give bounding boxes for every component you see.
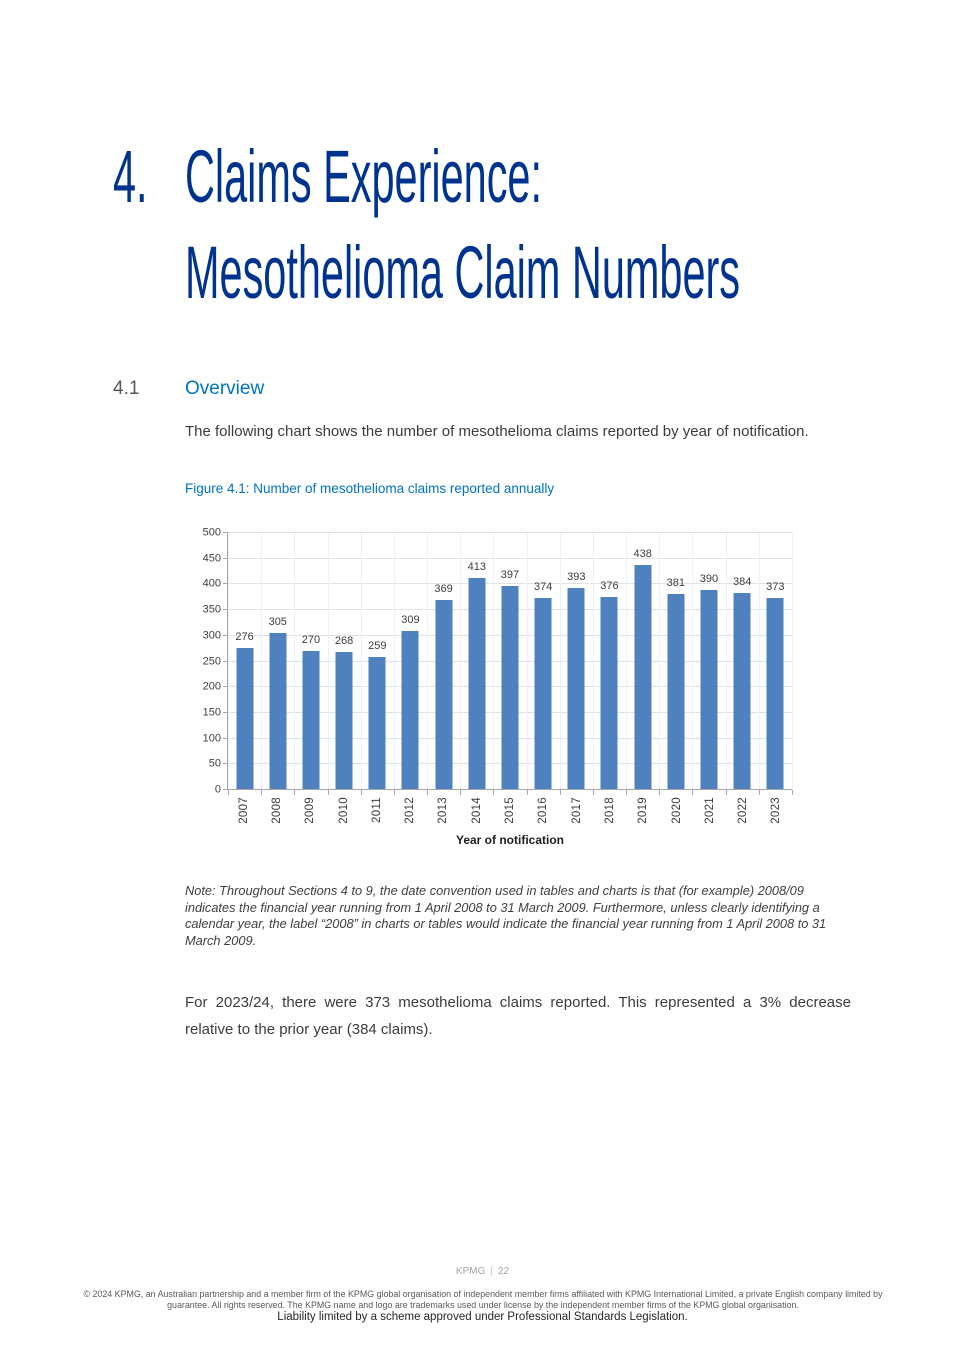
bar-cell	[759, 533, 792, 790]
x-label-cell	[360, 797, 393, 824]
y-tick-label: 200	[202, 680, 221, 693]
x-tick-label: 2018	[603, 797, 616, 824]
x-tick-mark	[261, 790, 262, 795]
x-tick-label: 2009	[304, 797, 317, 824]
bar-cell	[692, 533, 725, 790]
intro-paragraph: The following chart shows the number of mesothelioma claims reported by year of notification.	[185, 423, 809, 440]
bar-value-label: 309	[401, 614, 420, 627]
x-label-cell	[227, 797, 260, 824]
bar-value-label: 376	[600, 579, 619, 592]
x-tick-label: 2022	[737, 797, 750, 824]
chapter-title-line2: Mesothelioma Claim Numbers	[185, 231, 741, 314]
bar-value-label: 268	[334, 635, 354, 648]
x-tick-mark	[792, 790, 793, 795]
x-tick-mark	[692, 790, 693, 795]
gridline	[228, 789, 792, 790]
x-tick-label: 2016	[537, 797, 550, 824]
chart-y-axis	[200, 526, 221, 796]
x-tick-mark	[427, 790, 428, 795]
bar-cell	[527, 533, 560, 790]
x-tick-label: 2013	[437, 797, 450, 824]
x-tick-label: 2008	[270, 797, 283, 824]
x-tick-mark	[560, 790, 561, 795]
x-label-cell	[460, 797, 493, 824]
x-tick-mark	[759, 790, 760, 795]
y-tick-label: 400	[202, 577, 221, 590]
x-tick-label: 2015	[504, 797, 517, 824]
chapter-heading	[113, 135, 175, 218]
x-label-cell	[427, 797, 460, 824]
x-tick-label: 2017	[570, 797, 583, 824]
bar-cell	[726, 533, 759, 790]
x-label-cell	[327, 797, 360, 824]
bar	[634, 565, 651, 790]
y-tick-label: 250	[202, 655, 221, 667]
bar	[269, 633, 286, 790]
y-tick-label: 350	[202, 603, 221, 616]
bar	[336, 652, 353, 790]
bar-value-label: 374	[533, 580, 553, 593]
section-title: Overview	[185, 378, 265, 399]
bar-value-label: 373	[766, 581, 785, 594]
figure-caption: Figure 4.1: Number of mesothelioma claims reported annually	[185, 481, 555, 496]
bar	[501, 586, 518, 790]
footer-page-line	[0, 1266, 965, 1277]
bar-cell	[261, 533, 294, 790]
chapter-title-line2-wrap	[185, 231, 965, 314]
bar-value-label: 259	[368, 639, 387, 652]
footer-separator: |	[490, 1266, 493, 1277]
x-label-cell	[726, 797, 759, 824]
bar-value-label: 276	[235, 631, 254, 644]
bar-cell	[294, 533, 327, 790]
y-tick-label: 100	[202, 732, 221, 745]
x-tick-label: 2012	[404, 797, 417, 824]
bar-value-label: 397	[500, 568, 520, 581]
bar-value-label: 384	[732, 575, 752, 588]
bar-cell	[560, 533, 593, 790]
bar	[601, 597, 618, 790]
mesothelioma-claims-bar-chart	[200, 520, 800, 870]
chart-plot	[227, 533, 793, 790]
bar-cell	[659, 533, 692, 790]
y-tick-label: 150	[202, 706, 221, 719]
bar	[369, 657, 386, 790]
bar	[302, 651, 319, 790]
bar	[667, 594, 684, 790]
x-label-cell	[527, 797, 560, 824]
chart-x-axis-title: Year of notification	[455, 833, 564, 847]
chapter-title-line1: Claims Experience:	[185, 135, 542, 218]
footer-brand: KPMG	[455, 1266, 486, 1277]
bar-value-label: 270	[301, 634, 321, 647]
x-tick-mark	[294, 790, 295, 795]
bar	[568, 588, 585, 790]
y-tick-label: 450	[202, 552, 221, 565]
bar-value-label: 393	[567, 571, 586, 583]
bar-cell	[228, 533, 261, 790]
chapter-number: 4.	[113, 135, 148, 218]
x-label-cell	[760, 797, 793, 824]
x-label-cell	[560, 797, 593, 824]
bar-value-label: 369	[434, 583, 453, 596]
bar-cell	[626, 533, 659, 790]
body-paragraph: For 2023/24, there were 373 mesothelioma claims reported. This represented a 3% decrease relative to the prior year (384 claims).	[185, 994, 851, 1038]
bar-value-label: 413	[467, 560, 486, 573]
x-tick-label: 2011	[370, 797, 383, 823]
x-tick-mark	[527, 790, 528, 795]
bar	[236, 648, 253, 790]
chapter-title-line1-wrap	[185, 135, 822, 218]
bar-cell	[427, 533, 460, 790]
bar-cell	[460, 533, 493, 790]
bar	[734, 593, 751, 790]
x-label-cell	[393, 797, 426, 824]
y-tick-label: 50	[208, 757, 221, 770]
y-tick-label: 300	[202, 629, 221, 642]
x-tick-mark	[493, 790, 494, 795]
bar	[468, 578, 485, 790]
chart-bars	[228, 533, 792, 790]
footer-liability-statement: Liability limited by a scheme approved under Professional Standards Legislation.	[277, 1311, 688, 1323]
bar-value-label: 305	[268, 616, 287, 629]
x-tick-mark	[361, 790, 362, 795]
chart-x-labels	[227, 797, 793, 824]
x-tick-mark	[228, 790, 229, 795]
bar	[700, 590, 717, 790]
x-label-cell	[294, 797, 327, 824]
footer-copyright: © 2024 KPMG, an Australian partnership and a member firm of the KPMG global organisation of independent member firms affiliated with KPMG International Limited, a private English company limited by guarantee. All rights reserved. The KPMG name and logo are trademarks used under license by the independent member firms of the KPMG global organisation.	[83, 1289, 883, 1310]
x-tick-label: 2010	[337, 797, 350, 824]
bar-cell	[361, 533, 394, 790]
x-label-cell	[660, 797, 693, 824]
x-tick-mark	[626, 790, 627, 795]
y-tick-label: 0	[214, 783, 221, 796]
bar	[767, 598, 784, 790]
bar-value-label: 390	[699, 572, 719, 585]
x-label-cell	[627, 797, 660, 824]
x-tick-mark	[593, 790, 594, 795]
x-label-cell	[593, 797, 626, 824]
x-tick-mark	[659, 790, 660, 795]
bar-cell	[493, 533, 526, 790]
bar	[435, 600, 452, 790]
x-label-cell	[260, 797, 293, 824]
x-tick-label: 2023	[770, 797, 783, 824]
x-label-cell	[493, 797, 526, 824]
bar-value-label: 438	[633, 547, 652, 560]
x-tick-mark	[726, 790, 727, 795]
x-tick-label: 2007	[237, 797, 250, 824]
x-tick-mark	[328, 790, 329, 795]
bar-value-label: 381	[666, 577, 685, 590]
bar	[402, 631, 419, 790]
x-tick-label: 2020	[670, 797, 683, 824]
x-label-cell	[693, 797, 726, 824]
x-tick-label: 2014	[470, 797, 483, 824]
footer-page-number: 22	[497, 1266, 510, 1277]
vertical-gridline	[792, 533, 793, 790]
bar	[535, 598, 552, 790]
y-tick-label: 500	[202, 526, 221, 539]
section-number: 4.1	[113, 378, 140, 399]
bar-cell	[394, 533, 427, 790]
bar-cell	[593, 533, 626, 790]
date-convention-note: Note: Throughout Sections 4 to 9, the date convention used in tables and charts is that (for example) 2008/09 indicates the financial year running from 1 April 2008 to 31 March 2009. Furthermore, unless clearly identifying a calendar year, the label “2008” in charts or tables would indicate the financial year running from 1 April 2008 to 31 March 2009.	[185, 883, 827, 948]
bar-cell	[328, 533, 361, 790]
x-tick-label: 2019	[637, 797, 650, 824]
x-tick-mark	[394, 790, 395, 795]
x-tick-mark	[460, 790, 461, 795]
x-tick-label: 2021	[703, 797, 716, 824]
